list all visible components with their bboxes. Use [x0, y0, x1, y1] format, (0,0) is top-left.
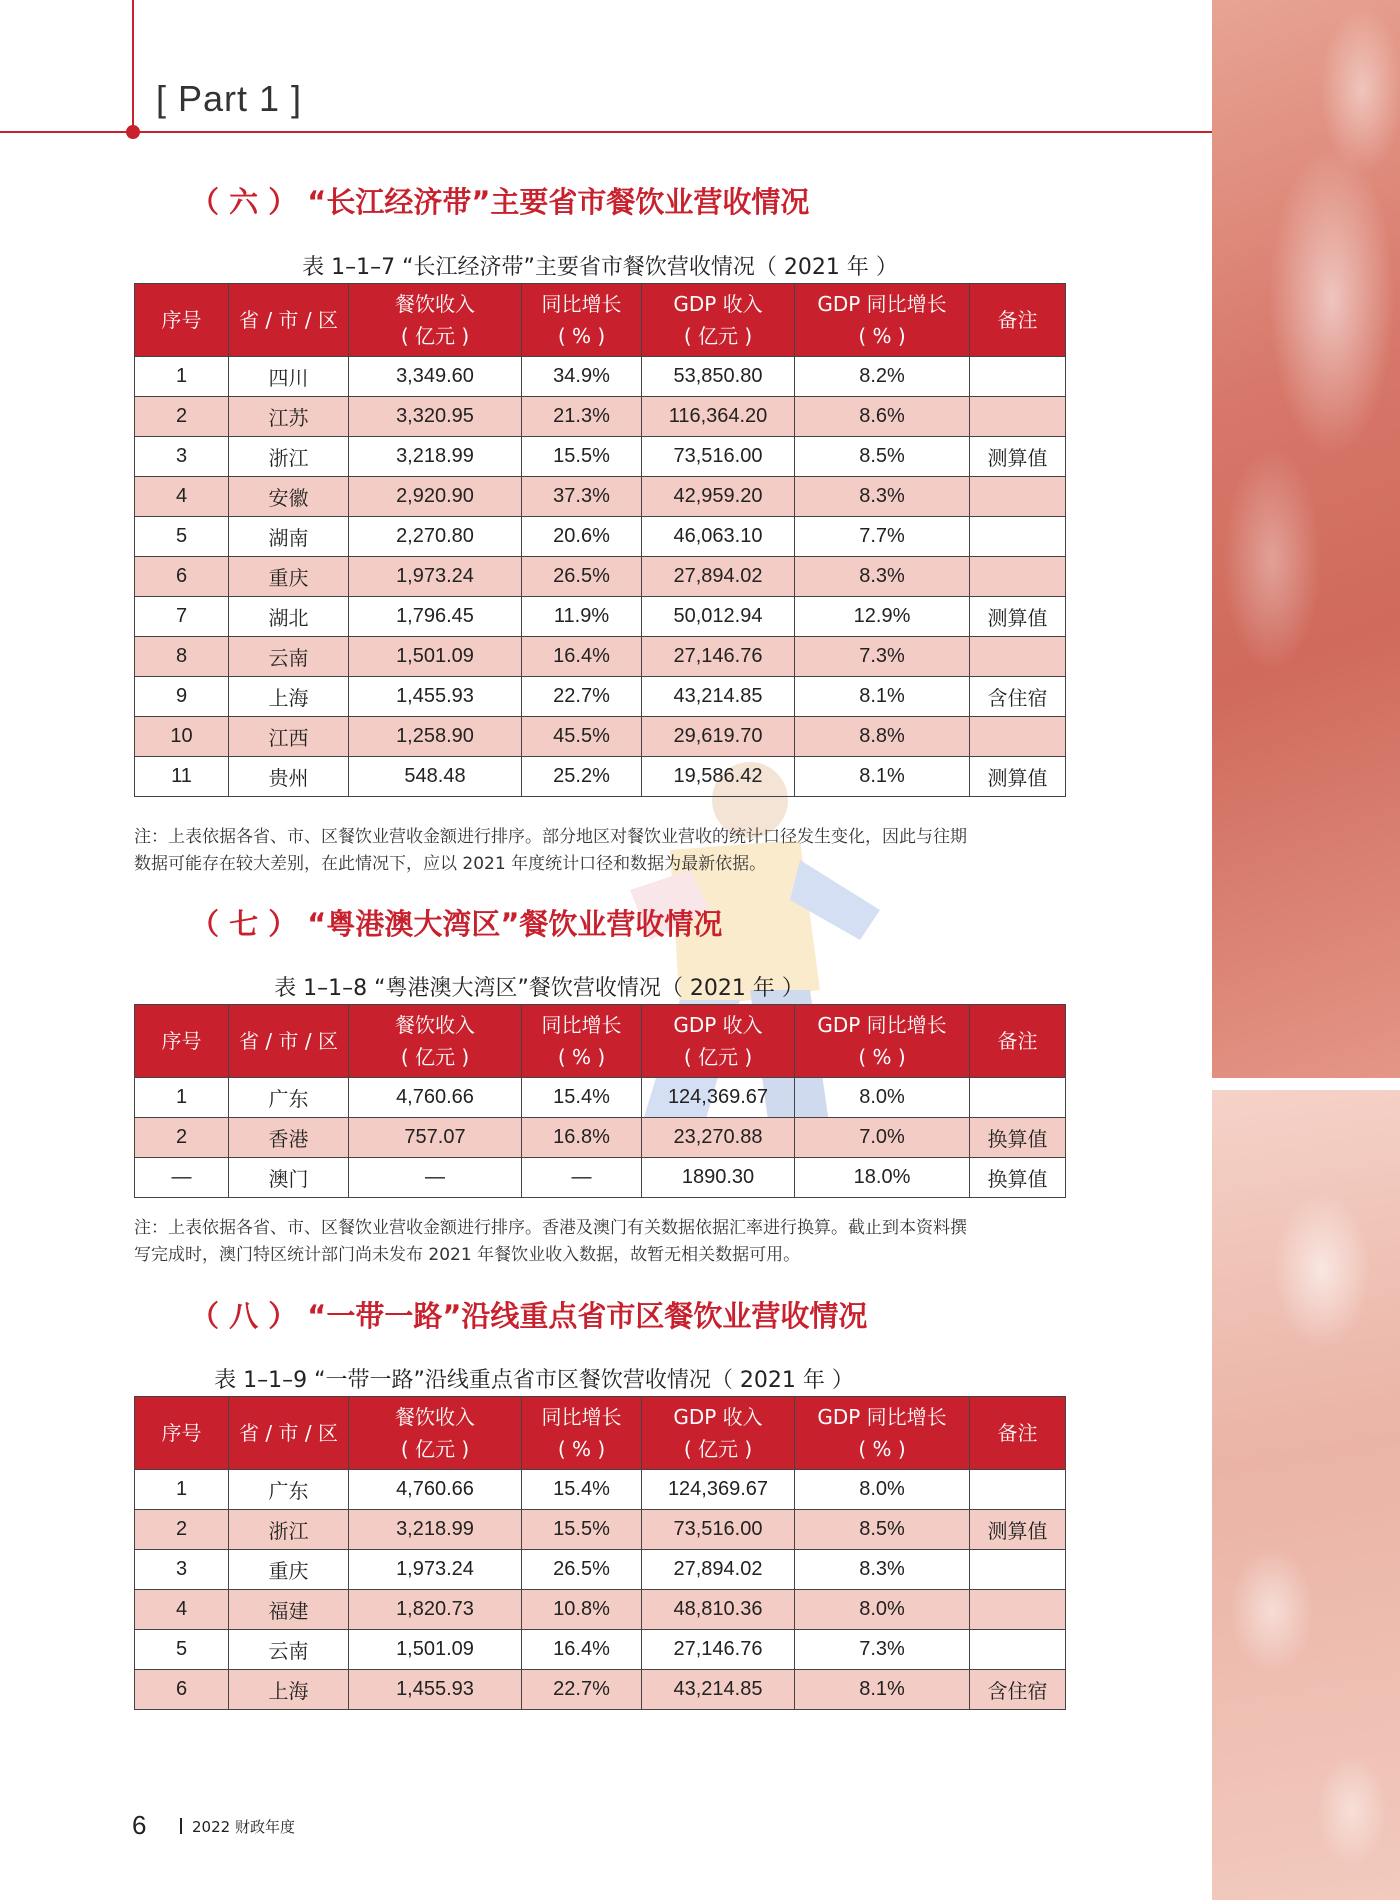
cell-seq: 10: [135, 717, 229, 757]
cell-revenue: 3,349.60: [349, 357, 522, 397]
cell-revenue: 1,455.93: [349, 1670, 522, 1710]
cell-revenue: 3,218.99: [349, 437, 522, 477]
cell-gdp: 116,364.20: [642, 397, 795, 437]
table-row: [135, 1590, 1066, 1630]
cell-region: 云南: [229, 1630, 349, 1670]
cell-growth: 15.4%: [522, 1470, 642, 1510]
cell-gdp-growth: 8.6%: [795, 397, 970, 437]
cell-note: 测算值: [970, 757, 1066, 797]
footer-publication: 2022 财政年度: [192, 1818, 295, 1836]
table-row: [135, 757, 1066, 797]
cell-seq: 8: [135, 637, 229, 677]
header-vertical-rule: [132, 0, 134, 132]
cell-gdp-growth: 8.3%: [795, 557, 970, 597]
table-row: [135, 1158, 1066, 1198]
table-row: [135, 1630, 1066, 1670]
cell-growth: 16.4%: [522, 637, 642, 677]
footer-divider: [180, 1818, 182, 1834]
cell-gdp: 50,012.94: [642, 597, 795, 637]
cell-growth: 16.4%: [522, 1630, 642, 1670]
cell-note: 测算值: [970, 597, 1066, 637]
cell-region: 浙江: [229, 1510, 349, 1550]
cell-gdp: 27,894.02: [642, 1550, 795, 1590]
section-title-belt-road: （ 八 ） “一带一路”沿线重点省市区餐饮业营收情况: [190, 1299, 868, 1333]
table-row: [135, 1118, 1066, 1158]
cell-region: 浙江: [229, 437, 349, 477]
cell-seq: 2: [135, 1118, 229, 1158]
cell-seq: 1: [135, 357, 229, 397]
cell-revenue: 548.48: [349, 757, 522, 797]
cell-gdp-growth: 8.2%: [795, 357, 970, 397]
cell-note: 测算值: [970, 1510, 1066, 1550]
table-greater-bay: [134, 1004, 1066, 1198]
cell-note: 测算值: [970, 437, 1066, 477]
table-row: [135, 1078, 1066, 1118]
col-region: 省 / 市 / 区: [229, 1397, 349, 1470]
col-gdp-growth: GDP 同比增长 ( % ): [795, 1397, 970, 1470]
cell-gdp-growth: 7.3%: [795, 1630, 970, 1670]
table-row: [135, 677, 1066, 717]
col-gdp: GDP 收入 ( 亿元 ): [642, 1397, 795, 1470]
cell-gdp-growth: 8.5%: [795, 1510, 970, 1550]
cell-growth: 22.7%: [522, 1670, 642, 1710]
cell-region: 香港: [229, 1118, 349, 1158]
cell-seq: 7: [135, 597, 229, 637]
cell-growth: 20.6%: [522, 517, 642, 557]
cell-region: 江苏: [229, 397, 349, 437]
cell-seq: 4: [135, 477, 229, 517]
cell-revenue: 1,455.93: [349, 677, 522, 717]
cell-region: 贵州: [229, 757, 349, 797]
col-gdp-growth: GDP 同比增长 ( % ): [795, 1005, 970, 1078]
cell-region: 湖南: [229, 517, 349, 557]
cell-gdp-growth: 8.0%: [795, 1590, 970, 1630]
table-note-yangtze: 注：上表依据各省、市、区餐饮业营收金额进行排序。部分地区对餐饮业营收的统计口径发生变化，因此与往期 数据可能存在较大差别，在此情况下，应以 2021 年度统计口径和数据为最新依据。: [134, 827, 967, 874]
cell-gdp: 43,214.85: [642, 1670, 795, 1710]
table-yangtze: [134, 283, 1066, 797]
col-gdp-growth: GDP 同比增长 ( % ): [795, 284, 970, 357]
col-gdp: GDP 收入 ( 亿元 ): [642, 284, 795, 357]
cell-growth: —: [522, 1158, 642, 1198]
col-region: 省 / 市 / 区: [229, 284, 349, 357]
cell-region: 上海: [229, 1670, 349, 1710]
page-number: 6: [132, 1810, 147, 1840]
cell-gdp-growth: 8.8%: [795, 717, 970, 757]
cell-revenue: 1,973.24: [349, 1550, 522, 1590]
cell-growth: 15.5%: [522, 1510, 642, 1550]
col-growth: 同比增长 ( % ): [522, 1397, 642, 1470]
col-note: 备注: [970, 284, 1066, 357]
cell-gdp-growth: 8.0%: [795, 1078, 970, 1118]
cell-gdp: 19,586.42: [642, 757, 795, 797]
col-note: 备注: [970, 1397, 1066, 1470]
decorative-photo-bottom: [1212, 1090, 1400, 1900]
cell-growth: 10.8%: [522, 1590, 642, 1630]
cell-growth: 15.5%: [522, 437, 642, 477]
section-title-yangtze: （ 六 ） “长江经济带”主要省市餐饮业营收情况: [190, 185, 810, 219]
table-row: [135, 477, 1066, 517]
cell-seq: 5: [135, 1630, 229, 1670]
table-caption-1-1-8: 表 1–1–8 “粤港澳大湾区”餐饮营收情况（ 2021 年 ）: [274, 976, 804, 1001]
decorative-photo-top: [1212, 0, 1400, 1078]
cell-note: 换算值: [970, 1158, 1066, 1198]
col-gdp: GDP 收入 ( 亿元 ): [642, 1005, 795, 1078]
cell-gdp-growth: 18.0%: [795, 1158, 970, 1198]
cell-gdp-growth: 8.5%: [795, 437, 970, 477]
table-row: [135, 1510, 1066, 1550]
cell-note: [970, 637, 1066, 677]
cell-gdp: 124,369.67: [642, 1470, 795, 1510]
cell-seq: 2: [135, 397, 229, 437]
cell-growth: 26.5%: [522, 557, 642, 597]
table-header-row: [135, 284, 1066, 357]
cell-growth: 25.2%: [522, 757, 642, 797]
cell-region: 江西: [229, 717, 349, 757]
cell-gdp-growth: 8.1%: [795, 677, 970, 717]
table-row: [135, 437, 1066, 477]
cell-note: [970, 1590, 1066, 1630]
cell-revenue: 757.07: [349, 1118, 522, 1158]
cell-region: 福建: [229, 1590, 349, 1630]
cell-growth: 37.3%: [522, 477, 642, 517]
header-rule-dot: [126, 125, 140, 139]
cell-revenue: 1,501.09: [349, 1630, 522, 1670]
cell-growth: 22.7%: [522, 677, 642, 717]
cell-gdp: 23,270.88: [642, 1118, 795, 1158]
col-revenue: 餐饮收入 ( 亿元 ): [349, 1397, 522, 1470]
cell-revenue: 4,760.66: [349, 1470, 522, 1510]
cell-growth: 34.9%: [522, 357, 642, 397]
cell-seq: 3: [135, 437, 229, 477]
col-seq: 序号: [135, 1005, 229, 1078]
cell-note: 含住宿: [970, 1670, 1066, 1710]
table-caption-1-1-9: 表 1–1–9 “一带一路”沿线重点省市区餐饮营收情况（ 2021 年 ）: [214, 1368, 854, 1393]
cell-revenue: 2,270.80: [349, 517, 522, 557]
cell-growth: 11.9%: [522, 597, 642, 637]
cell-region: 四川: [229, 357, 349, 397]
cell-gdp: 27,894.02: [642, 557, 795, 597]
table-row: [135, 357, 1066, 397]
table-row: [135, 597, 1066, 637]
cell-revenue: 1,820.73: [349, 1590, 522, 1630]
cell-seq: —: [135, 1158, 229, 1198]
cell-region: 广东: [229, 1470, 349, 1510]
cell-revenue: 1,973.24: [349, 557, 522, 597]
cell-note: [970, 717, 1066, 757]
cell-seq: 2: [135, 1510, 229, 1550]
cell-growth: 15.4%: [522, 1078, 642, 1118]
cell-note: [970, 1078, 1066, 1118]
cell-gdp: 48,810.36: [642, 1590, 795, 1630]
table-header-row: [135, 1005, 1066, 1078]
cell-region: 安徽: [229, 477, 349, 517]
cell-revenue: 4,760.66: [349, 1078, 522, 1118]
cell-growth: 26.5%: [522, 1550, 642, 1590]
cell-gdp: 27,146.76: [642, 637, 795, 677]
header-horizontal-rule: [0, 131, 1212, 133]
cell-revenue: 1,258.90: [349, 717, 522, 757]
table-row: [135, 1550, 1066, 1590]
cell-seq: 6: [135, 1670, 229, 1710]
table-row: [135, 717, 1066, 757]
cell-gdp-growth: 8.1%: [795, 1670, 970, 1710]
part-label: [ Part 1 ]: [156, 78, 303, 119]
cell-growth: 16.8%: [522, 1118, 642, 1158]
col-revenue: 餐饮收入 ( 亿元 ): [349, 284, 522, 357]
cell-region: 云南: [229, 637, 349, 677]
cell-note: 换算值: [970, 1118, 1066, 1158]
cell-note: [970, 557, 1066, 597]
col-seq: 序号: [135, 284, 229, 357]
cell-gdp: 73,516.00: [642, 1510, 795, 1550]
cell-region: 广东: [229, 1078, 349, 1118]
table-belt-road: [134, 1396, 1066, 1710]
cell-region: 上海: [229, 677, 349, 717]
cell-note: [970, 517, 1066, 557]
cell-revenue: 2,920.90: [349, 477, 522, 517]
cell-gdp-growth: 7.3%: [795, 637, 970, 677]
cell-revenue: 1,796.45: [349, 597, 522, 637]
cell-gdp-growth: 8.3%: [795, 477, 970, 517]
table-row: [135, 637, 1066, 677]
cell-gdp-growth: 7.0%: [795, 1118, 970, 1158]
cell-gdp: 43,214.85: [642, 677, 795, 717]
cell-seq: 1: [135, 1470, 229, 1510]
col-region: 省 / 市 / 区: [229, 1005, 349, 1078]
cell-revenue: —: [349, 1158, 522, 1198]
table-header-row: [135, 1397, 1066, 1470]
cell-revenue: 3,320.95: [349, 397, 522, 437]
cell-region: 重庆: [229, 1550, 349, 1590]
col-revenue: 餐饮收入 ( 亿元 ): [349, 1005, 522, 1078]
cell-region: 湖北: [229, 597, 349, 637]
cell-region: 澳门: [229, 1158, 349, 1198]
col-growth: 同比增长 ( % ): [522, 1005, 642, 1078]
cell-gdp: 53,850.80: [642, 357, 795, 397]
cell-growth: 45.5%: [522, 717, 642, 757]
cell-seq: 5: [135, 517, 229, 557]
table-row: [135, 517, 1066, 557]
table-row: [135, 397, 1066, 437]
cell-seq: 9: [135, 677, 229, 717]
section-title-greater-bay: （ 七 ） “粤港澳大湾区”餐饮业营收情况: [190, 907, 723, 941]
cell-revenue: 1,501.09: [349, 637, 522, 677]
cell-gdp: 42,959.20: [642, 477, 795, 517]
col-growth: 同比增长 ( % ): [522, 284, 642, 357]
table-row: [135, 557, 1066, 597]
col-note: 备注: [970, 1005, 1066, 1078]
cell-growth: 21.3%: [522, 397, 642, 437]
cell-revenue: 3,218.99: [349, 1510, 522, 1550]
cell-gdp-growth: 8.1%: [795, 757, 970, 797]
cell-note: [970, 1470, 1066, 1510]
cell-gdp: 73,516.00: [642, 437, 795, 477]
table-caption-1-1-7: 表 1–1–7 “长江经济带”主要省市餐饮营收情况（ 2021 年 ）: [302, 255, 898, 280]
cell-note: [970, 397, 1066, 437]
cell-gdp: 1890.30: [642, 1158, 795, 1198]
decorative-photo-strip: [1212, 0, 1400, 1900]
col-seq: 序号: [135, 1397, 229, 1470]
cell-region: 重庆: [229, 557, 349, 597]
cell-seq: 4: [135, 1590, 229, 1630]
cell-note: [970, 357, 1066, 397]
table-row: [135, 1670, 1066, 1710]
cell-gdp-growth: 8.0%: [795, 1470, 970, 1510]
cell-gdp: 29,619.70: [642, 717, 795, 757]
cell-gdp-growth: 7.7%: [795, 517, 970, 557]
cell-seq: 3: [135, 1550, 229, 1590]
cell-gdp-growth: 12.9%: [795, 597, 970, 637]
table-note-greater-bay: 注：上表依据各省、市、区餐饮业营收金额进行排序。香港及澳门有关数据依据汇率进行换算。截止到本资料撰 写完成时，澳门特区统计部门尚未发布 2021 年餐饮业收入数据，故暂无相关数据可用。: [134, 1218, 967, 1265]
cell-seq: 6: [135, 557, 229, 597]
cell-gdp: 27,146.76: [642, 1630, 795, 1670]
cell-note: [970, 1630, 1066, 1670]
table-row: [135, 1470, 1066, 1510]
cell-gdp: 124,369.67: [642, 1078, 795, 1118]
cell-gdp: 46,063.10: [642, 517, 795, 557]
cell-note: 含住宿: [970, 677, 1066, 717]
cell-note: [970, 1550, 1066, 1590]
cell-gdp-growth: 8.3%: [795, 1550, 970, 1590]
cell-seq: 1: [135, 1078, 229, 1118]
cell-seq: 11: [135, 757, 229, 797]
cell-note: [970, 477, 1066, 517]
